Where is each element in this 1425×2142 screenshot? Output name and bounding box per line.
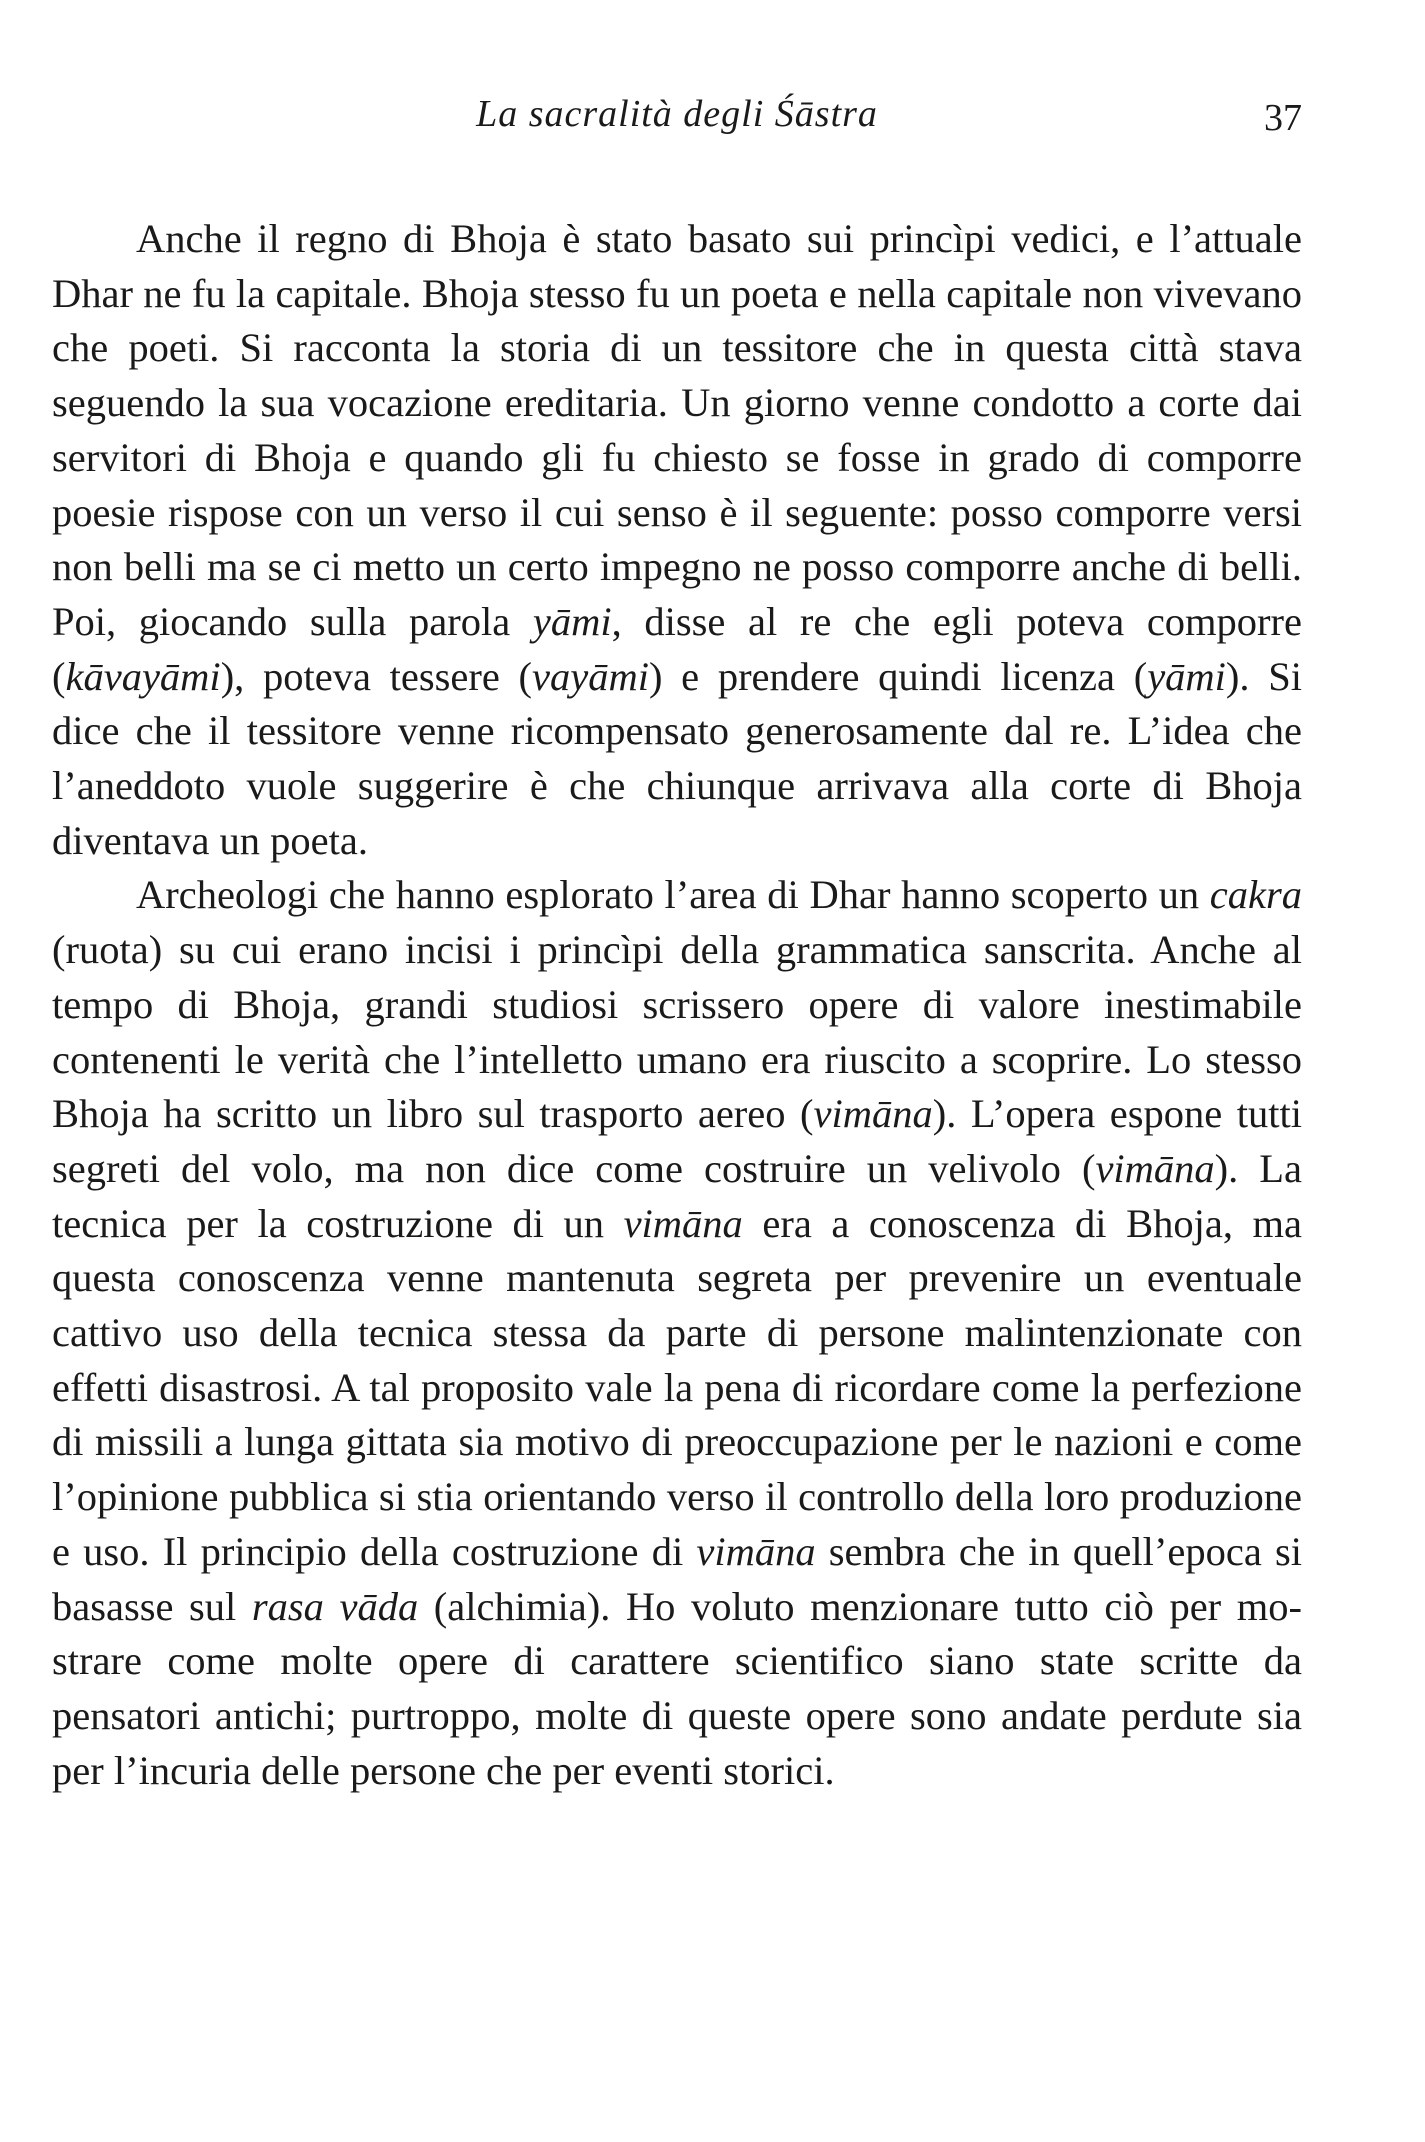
italic-term: vimāna <box>813 1091 933 1137</box>
italic-term: vimāna <box>696 1528 816 1574</box>
text-run: (alchimia). Ho voluto menzionare tutto ciò per mostrare come molte opere di carattere scientifico siano state scritte da pensatori antichi; purtroppo, molte di queste opere sono andate perdute sia per l’incuria delle persone che per eventi storici. <box>52 1583 1302 1793</box>
text-run: ). La tecnica per la costruzione di un <box>52 1145 1303 1246</box>
text-run: ) e prendere quindi licenza ( <box>648 653 1148 699</box>
paragraph-1 <box>52 212 1302 868</box>
italic-term: yāmi <box>1147 653 1226 699</box>
italic-term: vimāna <box>623 1200 743 1246</box>
page-header <box>52 92 1302 152</box>
italic-term: rasa vāda <box>251 1583 419 1629</box>
italic-term: vayāmi <box>532 653 649 699</box>
text-run: Anche il regno di Bhoja è stato basato sui princìpi vedici, e l’attuale Dhar ne fu la capitale. Bhoja stesso fu un poeta e nella capitale non vivevano che poeti. Si racconta la storia di un tessitore che in questa città stava seguendo la sua vocazione ereditaria. Un giorno venne condotto a corte dai servitori di Bhoja e quando gli fu chiesto se fosse in grado di comporre poesie rispose con un verso il cui senso è il seguente: posso comporre versi non belli ma se ci metto un certo impegno ne posso comporre anche di belli. Poi, giocando sulla parola <box>52 216 1302 644</box>
text-run: (ruota) su cui erano incisi i princìpi della grammatica sanscrita. Anche al tempo di Bhoja, grandi studiosi scrissero opere di valore inestimabile contenenti le verità che l’intelletto umano era riuscito a scoprire. Lo stesso Bhoja ha scritto un libro sul trasporto aereo ( <box>52 927 1302 1137</box>
italic-term: vimāna <box>1095 1145 1215 1191</box>
text-run: sembra che in quell’epoca si basasse sul <box>52 1528 1302 1629</box>
text-run: era a conoscenza di Bhoja, ma questa conoscenza venne mantenuta segreta per prevenire un eventuale cattivo uso della tecnica stessa da parte di persone malintenzionate con effetti disastrosi. A tal proposito vale la pena di ricordare come la perfezione di missili a lunga gittata sia motivo di preoccupazione per le nazioni e come l’opinione pubblica si stia orientando verso il controllo della loro produzione e uso. Il principio della costruzione di <box>52 1200 1303 1574</box>
body-text <box>52 212 1302 1798</box>
text-run: , disse al re che egli poteva comporre ( <box>52 598 1302 699</box>
italic-term: kāvayāmi <box>65 653 221 699</box>
running-title: La sacralità degli Śāstra <box>476 93 878 135</box>
paragraph-2 <box>52 868 1302 1798</box>
italic-term: cakra <box>1209 872 1302 918</box>
text-run: ). Si dice che il tessitore venne ricompensato generosamente dal re. L’idea che l’aneddoto vuole suggerire è che chiunque arrivava alla corte di Bhoja diventava un poeta. <box>52 653 1303 863</box>
text-run: Archeologi che hanno esplorato l’area di Dhar hanno scoperto un <box>136 872 1210 918</box>
text-run: ), poteva tessere ( <box>220 653 533 699</box>
text-run: ). L’opera espone tutti segreti del volo, ma non dice come costruire un velivolo ( <box>52 1091 1302 1191</box>
italic-term: yāmi <box>532 598 612 644</box>
page-number: 37 <box>1264 97 1302 139</box>
